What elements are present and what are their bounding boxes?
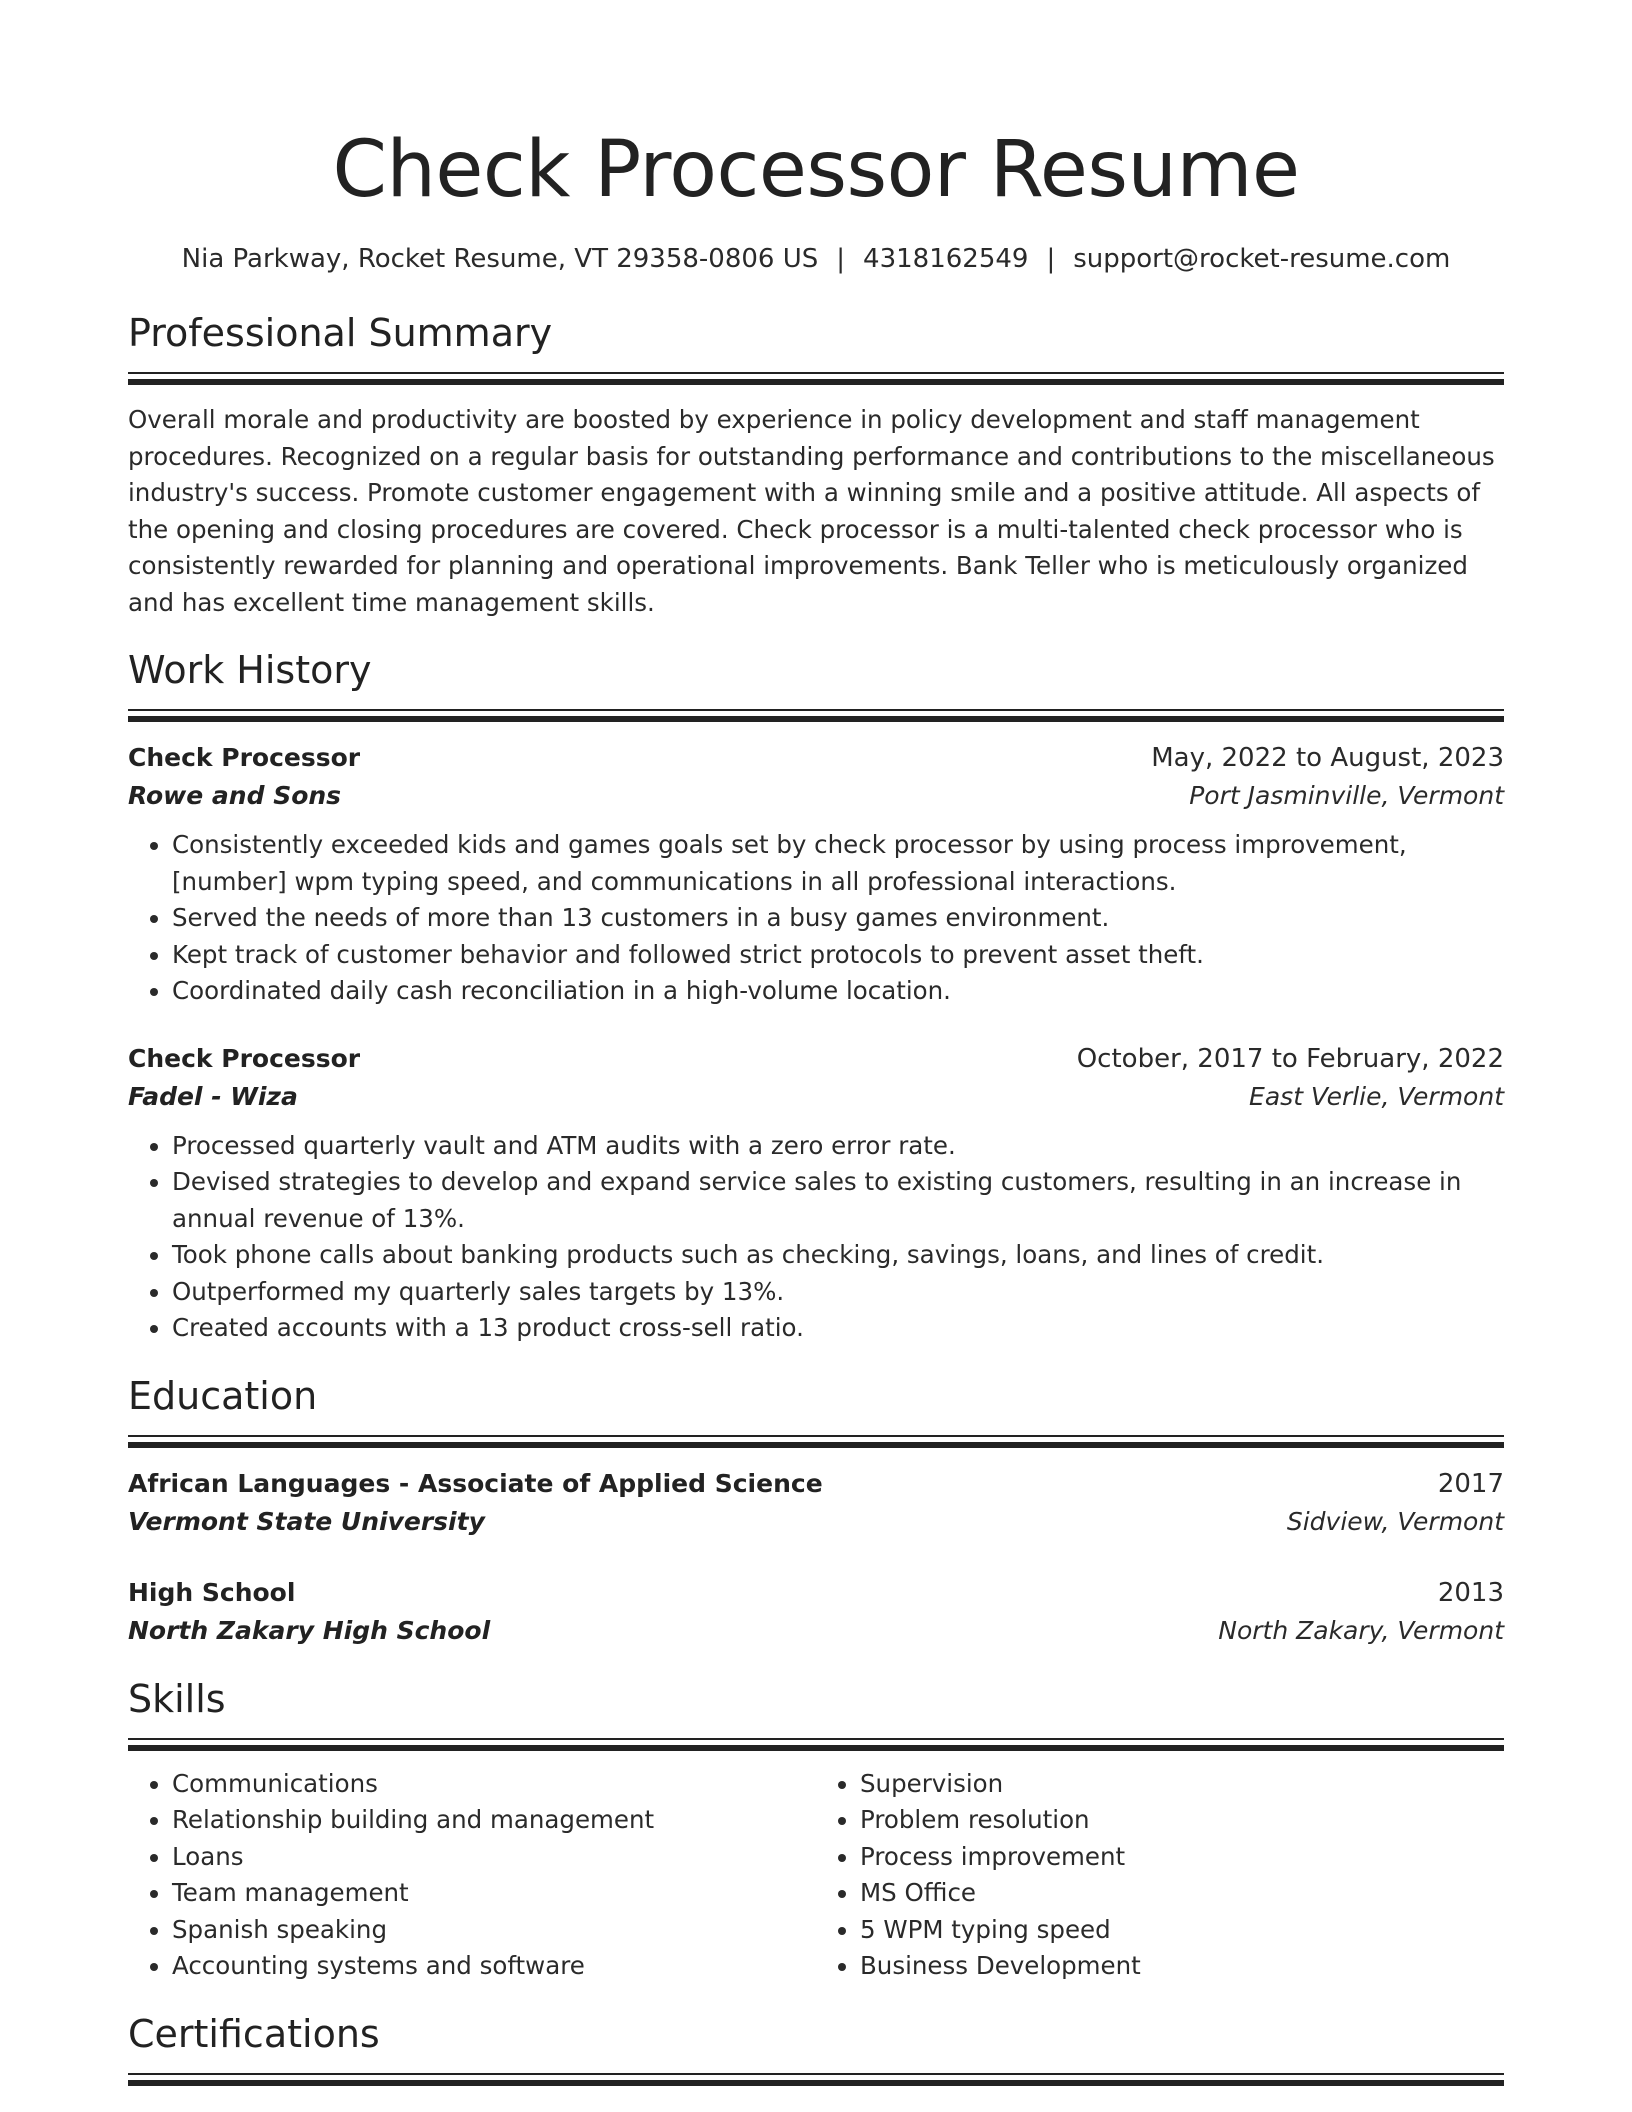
work-history-section	[128, 645, 1504, 1347]
job-bullet: • Served the needs of more than 13 customers in a busy games environment.	[172, 900, 1504, 937]
skill-item: • Communications	[172, 1766, 816, 1803]
section-divider	[128, 1738, 1504, 1752]
skill-item: • Problem resolution	[860, 1802, 1504, 1839]
work-entry-header	[128, 739, 1504, 777]
education-entry-subheader	[128, 1612, 1504, 1650]
education-entry-header	[128, 1465, 1504, 1503]
education-section	[128, 1371, 1504, 1650]
work-entry-subheader	[128, 777, 1504, 815]
job-location: Port Jasminville, Vermont	[1189, 781, 1504, 810]
certifications-section	[128, 2009, 1504, 2087]
education-entry	[128, 1574, 1504, 1650]
job-location: East Verlie, Vermont	[1249, 1081, 1504, 1111]
work-entry	[128, 1040, 1504, 1347]
section-heading-education: Education	[128, 1373, 318, 1418]
graduation-year: 2013	[1437, 1577, 1504, 1608]
job-bullet-list	[128, 1128, 1504, 1347]
page-title: Check Processor Resume	[332, 125, 1300, 215]
skill-item: • Team management	[172, 1875, 816, 1912]
graduation-year: 2017	[1437, 1468, 1504, 1499]
job-bullet: • Devised strategies to develop and expand service sales to existing customers, resulting in an increase in annual revenue of 13%.	[172, 1164, 1504, 1237]
contact-address: Nia Parkway, Rocket Resume, VT 29358-0806 US	[181, 244, 819, 274]
skills-section	[128, 1674, 1504, 1985]
school-location: Sidview, Vermont	[1286, 1506, 1504, 1536]
school-location: North Zakary, Vermont	[1218, 1615, 1504, 1645]
job-bullet: • Created accounts with a 13 product cross-sell ratio.	[172, 1310, 1504, 1347]
section-heading-work: Work History	[128, 648, 372, 692]
section-divider	[128, 2073, 1504, 2087]
job-bullet: • Processed quarterly vault and ATM audits with a zero error rate.	[172, 1128, 1504, 1165]
contact-line	[128, 242, 1504, 276]
education-entry-header	[128, 1574, 1504, 1612]
summary-text: Overall morale and productivity are boosted by experience in policy development and staff management procedures. Recognized on a regular basis for outstanding performance and contributions to the miscellaneous industry's success. Promote customer engagement with a winning smile and a positive attitude. All aspects of the opening and closing procedures are covered. Check processor is a multi-talented check processor who is consistently rewarded for planning and operational improvements. Bank Teller who is meticulously organized and has excellent time management skills.	[128, 405, 1495, 617]
section-heading-summary: Professional Summary	[128, 311, 553, 355]
work-entry-header	[128, 1040, 1504, 1078]
job-bullet-list	[128, 827, 1504, 1010]
section-divider	[128, 1435, 1504, 1449]
job-bullet: • Outperformed my quarterly sales targets by 13%.	[172, 1274, 1504, 1311]
section-heading-certifications: Certifications	[128, 2011, 380, 2056]
school-name: North Zakary High School	[128, 1615, 491, 1645]
education-entry-subheader	[128, 1503, 1504, 1541]
job-bullet: • Took phone calls about banking products such as checking, savings, loans, and lines of credit.	[172, 1237, 1504, 1274]
company-name: Rowe and Sons	[128, 781, 342, 810]
company-name: Fadel - Wiza	[128, 1081, 298, 1111]
job-bullet: • Kept track of customer behavior and followed strict protocols to prevent asset theft.	[172, 937, 1504, 974]
job-dates: May, 2022 to August, 2023	[1151, 743, 1504, 773]
section-divider	[128, 709, 1504, 723]
skill-item: • Business Development	[860, 1948, 1504, 1985]
job-bullet: • Coordinated daily cash reconciliation in a high-volume location.	[172, 973, 1504, 1010]
job-title: Check Processor	[128, 743, 361, 772]
job-title: Check Processor	[128, 1043, 361, 1073]
skill-item: • Process improvement	[860, 1839, 1504, 1876]
job-dates: October, 2017 to February, 2022	[1076, 1043, 1504, 1074]
contact-separator: |	[1046, 244, 1056, 274]
skills-list-right	[816, 1766, 1504, 1985]
school-name: Vermont State University	[128, 1506, 485, 1536]
skill-item: • Loans	[172, 1839, 816, 1876]
section-heading-skills: Skills	[128, 1676, 226, 1721]
skill-item: • Accounting systems and software	[172, 1948, 816, 1985]
skill-item: • 5 WPM typing speed	[860, 1912, 1504, 1949]
skills-columns	[128, 1766, 1504, 1985]
work-entry	[128, 739, 1504, 1010]
skill-item: • Supervision	[860, 1766, 1504, 1803]
skill-item: • Spanish speaking	[172, 1912, 816, 1949]
job-bullet: • Consistently exceeded kids and games goals set by check processor by using process improvement, [number] wpm typing speed, and communications in all professional interactions.	[172, 827, 1504, 900]
degree-name: African Languages - Associate of Applied Science	[128, 1468, 823, 1498]
skills-list-left	[128, 1766, 816, 1985]
skill-item: • Relationship building and management	[172, 1802, 816, 1839]
section-divider	[128, 372, 1504, 386]
contact-separator: |	[836, 244, 846, 274]
contact-email: support@rocket-resume.com	[1073, 244, 1451, 274]
summary-section	[128, 308, 1504, 621]
skill-item: • MS Office	[860, 1875, 1504, 1912]
education-entry	[128, 1465, 1504, 1541]
work-entry-subheader	[128, 1078, 1504, 1116]
contact-phone: 4318162549	[863, 244, 1029, 274]
degree-name: High School	[128, 1577, 296, 1607]
